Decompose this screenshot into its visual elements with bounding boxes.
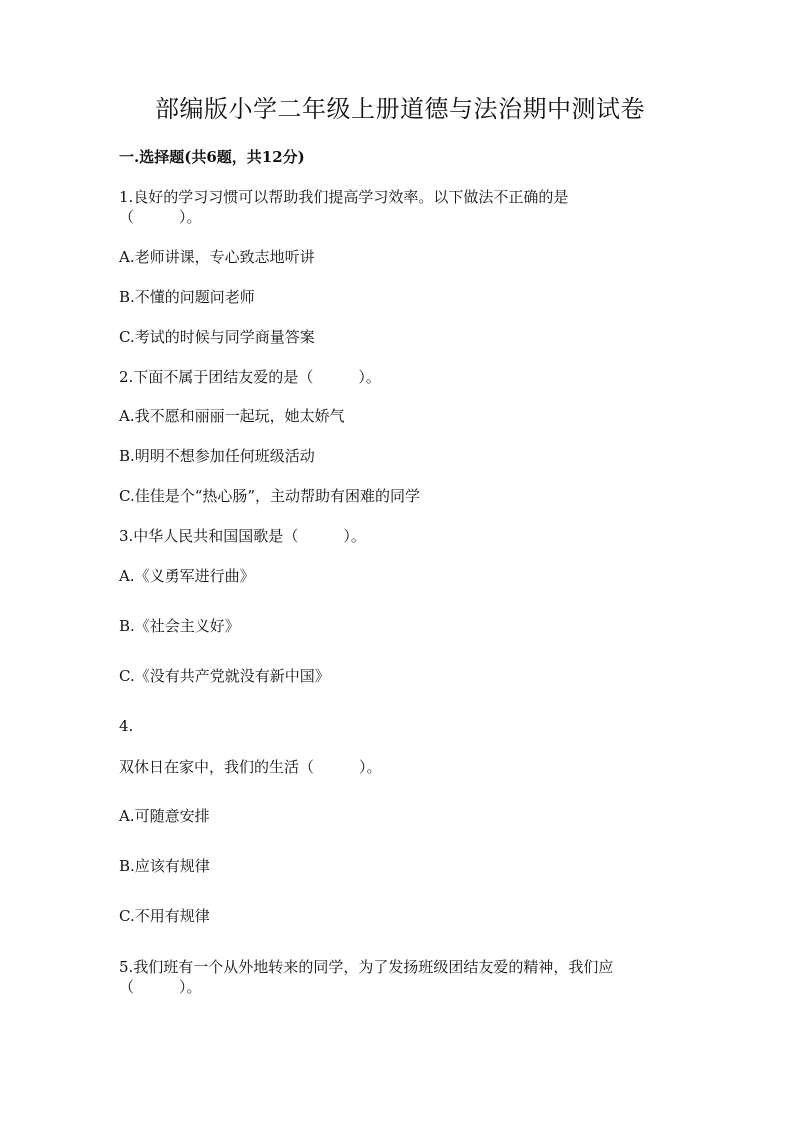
question-1-blank: （ ）。 xyxy=(119,208,202,226)
question-3-option-b: B.《社会主义好》 xyxy=(119,617,240,635)
question-4-option-c: C.不用有规律 xyxy=(119,907,210,925)
question-5-stem: 5.我们班有一个从外地转来的同学，为了发扬班级团结友爱的精神，我们应 xyxy=(119,958,614,976)
question-1-option-b: B.不懂的问题问老师 xyxy=(119,288,255,306)
question-3-option-a: A.《义勇军进行曲》 xyxy=(119,567,255,585)
question-2-stem: 2.下面不属于团结友爱的是（ ）。 xyxy=(119,368,381,386)
question-2-option-c: C.佳佳是个“热心肠”，主动帮助有困难的同学 xyxy=(119,487,421,505)
page-title: 部编版小学二年级上册道德与法治期中测试卷 xyxy=(155,95,645,123)
section-heading: 一.选择题(共6题，共12分) xyxy=(119,148,305,166)
question-4-option-a: A.可随意安排 xyxy=(119,807,210,825)
question-1-stem: 1.良好的学习习惯可以帮助我们提高学习效率。以下做法不正确的是 xyxy=(119,188,569,206)
question-4-number: 4. xyxy=(119,717,134,735)
question-4-stem: 双休日在家中，我们的生活（ ）。 xyxy=(119,758,382,776)
question-4-option-b: B.应该有规律 xyxy=(119,857,210,875)
question-5-blank: （ ）。 xyxy=(119,978,202,996)
question-2-option-b: B.明明不想参加任何班级活动 xyxy=(119,447,315,465)
question-2-option-a: A.我不愿和丽丽一起玩，她太娇气 xyxy=(119,407,345,425)
question-3-option-c: C.《没有共产党就没有新中国》 xyxy=(119,667,330,685)
question-3-stem: 3.中华人民共和国国歌是（ ）。 xyxy=(119,527,366,545)
question-1-option-a: A.老师讲课，专心致志地听讲 xyxy=(119,248,315,266)
question-1-option-c: C.考试的时候与同学商量答案 xyxy=(119,328,315,346)
